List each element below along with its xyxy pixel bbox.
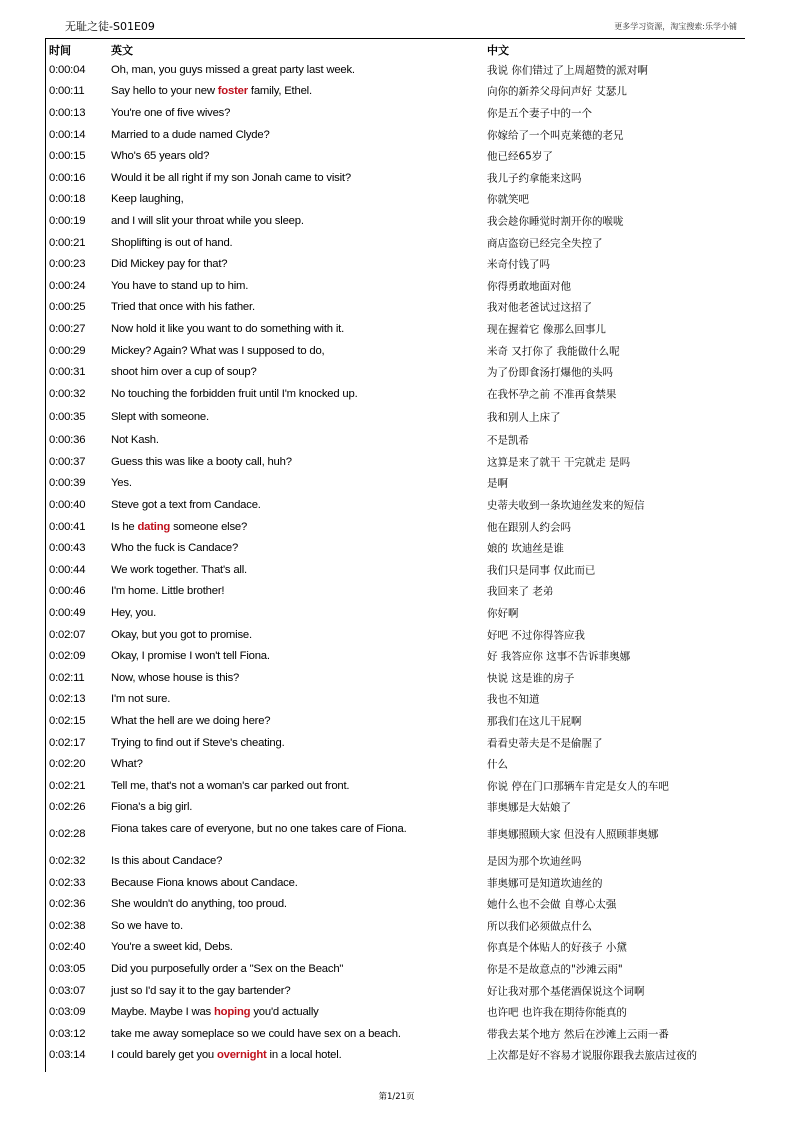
chinese-line: 什么 — [487, 758, 508, 771]
english-line: So we have to. — [111, 919, 183, 932]
table-row — [46, 318, 745, 340]
highlighted-word: hoping — [213, 1006, 251, 1019]
table-row — [46, 451, 745, 473]
highlighted-word: dating — [137, 520, 171, 533]
english-text-part: Is he — [111, 520, 138, 533]
chinese-line: 我对他老爸试过这招了 — [487, 301, 592, 314]
table-row — [46, 145, 745, 167]
timestamp: 0:00:39 — [49, 477, 86, 490]
table-row — [46, 850, 745, 872]
timestamp: 0:00:29 — [49, 344, 86, 357]
timestamp: 0:00:46 — [49, 585, 86, 598]
english-line: Who the fuck is Candace? — [111, 542, 239, 555]
english-line: What the hell are we doing here? — [111, 715, 271, 728]
english-text-part: Maybe. Maybe I was — [111, 1006, 214, 1019]
english-line: Guess this was like a booty call, huh? — [111, 455, 292, 468]
chinese-line: 史蒂夫收到一条坎迪丝发来的短信 — [487, 499, 645, 512]
timestamp: 0:02:26 — [49, 801, 86, 814]
english-line: Keep laughing, — [111, 193, 184, 206]
chinese-line: 菲奥娜是大姑娘了 — [487, 801, 571, 814]
timestamp: 0:02:28 — [49, 828, 86, 841]
chinese-line: 你得勇敢地面对他 — [487, 280, 571, 293]
english-line: Not Kash. — [111, 434, 159, 447]
table-row — [46, 494, 745, 516]
english-text-part: you'd actually — [250, 1006, 319, 1019]
header-note: 更多学习资源，淘宝搜索:乐学小铺 — [614, 22, 737, 31]
table-row — [46, 102, 745, 124]
timestamp: 0:00:18 — [49, 193, 86, 206]
chinese-line: 这算是来了就干 干完就走 是吗 — [487, 456, 631, 469]
english-line: Okay, I promise I won't tell Fiona. — [111, 650, 270, 663]
page-number: 第1/21页 — [378, 1092, 415, 1102]
chinese-line: 菲奥娜照顾大家 但没有人照顾菲奥娜 — [487, 828, 659, 841]
timestamp: 0:00:32 — [49, 387, 86, 400]
timestamp: 0:00:37 — [49, 455, 86, 468]
chinese-line: 菲奥娜可是知道坎迪丝的 — [487, 877, 603, 890]
table-row — [46, 937, 745, 959]
chinese-line: 为了份即食汤打爆他的头吗 — [487, 366, 613, 379]
timestamp: 0:00:04 — [49, 63, 86, 76]
english-line: Now hold it like you want to do something with it. — [111, 322, 345, 335]
chinese-line: 你真是个体贴人的好孩子 小黛 — [487, 941, 627, 954]
chinese-line: 娘的 坎迪丝是谁 — [487, 542, 564, 555]
table-row — [46, 753, 745, 775]
english-line: You're one of five wives? — [111, 106, 231, 119]
timestamp: 0:02:21 — [49, 779, 86, 792]
timestamp: 0:00:13 — [49, 106, 86, 119]
english-line: Fiona takes care of everyone, but no one takes care of Fiona. — [111, 823, 407, 836]
chinese-line: 我会趁你睡觉时割开你的喉咙 — [487, 215, 624, 228]
table-row — [46, 167, 745, 189]
column-header-chinese: 中文 — [487, 44, 509, 57]
timestamp: 0:03:07 — [49, 984, 86, 997]
timestamp: 0:00:31 — [49, 366, 86, 379]
timestamp: 0:02:20 — [49, 758, 86, 771]
table-row — [46, 430, 745, 452]
english-line: Slept with someone. — [111, 411, 209, 423]
english-line: Trying to find out if Steve's cheating. — [111, 736, 285, 749]
english-line: She wouldn't do anything, too proud. — [111, 898, 287, 911]
timestamp: 0:00:23 — [49, 258, 86, 271]
table-row — [46, 980, 745, 1002]
english-line: Yes. — [111, 477, 132, 490]
english-line: Fiona's a big girl. — [111, 801, 193, 814]
english-line: Okay, but you got to promise. — [111, 628, 252, 641]
table-row — [46, 689, 745, 711]
timestamp: 0:00:24 — [49, 279, 86, 292]
timestamp: 0:00:21 — [49, 236, 86, 249]
chinese-line: 她什么也不会做 自尊心太强 — [487, 898, 617, 911]
timestamp: 0:02:11 — [49, 671, 85, 684]
english-line: No touching the forbidden fruit until I'm knocked up. — [111, 387, 358, 400]
timestamp: 0:03:12 — [49, 1027, 86, 1040]
column-header-english: 英文 — [111, 44, 133, 57]
english-line: Would it be all right if my son Jonah came to visit? — [111, 171, 351, 184]
table-row — [46, 1001, 745, 1023]
chinese-line: 他在跟别人约会吗 — [487, 521, 571, 534]
table-row — [46, 710, 745, 732]
english-line: Did Mickey pay for that? — [111, 258, 228, 271]
timestamp: 0:02:32 — [49, 854, 86, 867]
highlighted-word: overnight — [216, 1049, 267, 1062]
timestamp: 0:03:05 — [49, 962, 86, 975]
table-row — [46, 732, 745, 754]
english-line: Oh, man, you guys missed a great party last week. — [111, 63, 355, 76]
english-line: You're a sweet kid, Debs. — [111, 941, 233, 954]
timestamp: 0:02:33 — [49, 876, 86, 889]
table-row — [46, 915, 745, 937]
chinese-line: 好让我对那个基佬酒保说这个词啊 — [487, 985, 645, 998]
english-line: Hey, you. — [111, 607, 157, 620]
highlighted-word: foster — [217, 85, 248, 98]
table-row — [46, 210, 745, 232]
table-row — [46, 581, 745, 603]
english-line: Tell me, that's not a woman's car parked out front. — [111, 779, 350, 792]
timestamp: 0:02:07 — [49, 628, 86, 641]
english-line — [111, 521, 247, 533]
chinese-line: 向你的新养父母问声好 艾瑟儿 — [487, 85, 627, 98]
chinese-line: 你说 停在门口那辆车肯定是女人的车吧 — [487, 780, 669, 793]
chinese-line: 我儿子约拿能来这吗 — [487, 172, 582, 185]
chinese-line: 所以我们必须做点什么 — [487, 920, 592, 933]
table-row — [46, 872, 745, 894]
table-row — [46, 958, 745, 980]
table-body — [46, 59, 745, 1066]
chinese-line: 好吧 不过你得答应我 — [487, 629, 585, 642]
subtitle-table — [45, 38, 745, 1072]
chinese-line: 我们只是同事 仅此而已 — [487, 564, 596, 577]
timestamp: 0:03:09 — [49, 1006, 86, 1019]
chinese-line: 你就笑吧 — [487, 193, 529, 206]
english-line: just so I'd say it to the gay bartender? — [111, 984, 291, 997]
table-header-row — [46, 39, 745, 59]
english-line: You have to stand up to him. — [111, 279, 249, 292]
timestamp: 0:02:15 — [49, 715, 86, 728]
timestamp: 0:00:19 — [49, 214, 86, 227]
table-row — [46, 1045, 745, 1067]
english-text-part: in a local hotel. — [266, 1049, 342, 1062]
english-line: What? — [111, 758, 143, 771]
english-line: take me away someplace so we could have sex on a beach. — [111, 1027, 401, 1040]
chinese-line: 你是五个妻子中的一个 — [487, 107, 592, 120]
chinese-line: 米奇 又打你了 我能做什么呢 — [487, 345, 620, 358]
english-line — [111, 1006, 319, 1018]
chinese-line: 你是不是故意点的"沙滩云雨" — [487, 963, 623, 976]
table-row — [46, 405, 745, 430]
timestamp: 0:00:16 — [49, 171, 86, 184]
chinese-line: 他已经65岁了 — [487, 150, 553, 163]
timestamp: 0:02:40 — [49, 941, 86, 954]
timestamp: 0:00:36 — [49, 434, 86, 447]
english-line: Now, whose house is this? — [111, 671, 240, 684]
english-line: Who's 65 years old? — [111, 150, 210, 163]
chinese-line: 你好啊 — [487, 607, 519, 620]
timestamp: 0:00:25 — [49, 301, 86, 314]
timestamp: 0:02:17 — [49, 736, 86, 749]
table-row — [46, 473, 745, 495]
chinese-line: 米奇付钱了吗 — [487, 258, 550, 271]
english-line: Steve got a text from Candace. — [111, 499, 261, 512]
table-row — [46, 775, 745, 797]
chinese-line: 好 我答应你 这事不告诉菲奥娜 — [487, 650, 631, 663]
english-line: Tried that once with his father. — [111, 301, 255, 314]
timestamp: 0:00:41 — [49, 520, 86, 533]
table-row — [46, 624, 745, 646]
table-row — [46, 537, 745, 559]
english-text-part: I could barely get you — [111, 1049, 217, 1062]
table-row — [46, 361, 745, 383]
table-row — [46, 275, 745, 297]
chinese-line: 上次都是好不容易才说服你跟我去旅店过夜的 — [487, 1049, 697, 1062]
english-text-part: family, Ethel. — [247, 85, 312, 98]
table-row — [46, 645, 745, 667]
english-line: I'm not sure. — [111, 693, 171, 706]
timestamp: 0:00:49 — [49, 607, 86, 620]
table-row — [46, 893, 745, 915]
english-line — [111, 1049, 342, 1061]
table-row — [46, 383, 745, 405]
english-line: Because Fiona knows about Candace. — [111, 876, 298, 889]
table-row — [46, 667, 745, 689]
english-line: Shoplifting is out of hand. — [111, 236, 233, 249]
chinese-line: 我和别人上床了 — [487, 411, 561, 424]
table-row — [46, 559, 745, 581]
chinese-line: 看看史蒂夫是不是偷腥了 — [487, 737, 603, 750]
table-row — [46, 81, 745, 103]
timestamp: 0:00:35 — [49, 411, 86, 423]
timestamp: 0:02:09 — [49, 650, 86, 663]
timestamp: 0:00:44 — [49, 563, 86, 576]
timestamp: 0:00:40 — [49, 499, 86, 512]
chinese-line: 你嫁给了一个叫克莱德的老兄 — [487, 129, 624, 142]
chinese-line: 我也不知道 — [487, 693, 540, 706]
table-row — [46, 818, 745, 850]
timestamp: 0:00:43 — [49, 542, 86, 555]
chinese-line: 我说 你们错过了上周超赞的派对啊 — [487, 64, 648, 77]
timestamp: 0:03:14 — [49, 1049, 86, 1062]
table-row — [46, 297, 745, 319]
chinese-line: 是因为那个坎迪丝吗 — [487, 855, 582, 868]
english-line — [111, 85, 312, 97]
chinese-line: 那我们在这儿干屁啊 — [487, 715, 582, 728]
chinese-line: 也许吧 也许我在期待你能真的 — [487, 1006, 627, 1019]
timestamp: 0:00:14 — [49, 128, 86, 141]
table-row — [46, 1023, 745, 1045]
timestamp: 0:02:36 — [49, 898, 86, 911]
chinese-line: 不是凯希 — [487, 434, 529, 447]
table-row — [46, 797, 745, 819]
table-row — [46, 232, 745, 254]
table-row — [46, 340, 745, 362]
english-line: shoot him over a cup of soup? — [111, 366, 257, 379]
timestamp: 0:00:27 — [49, 322, 86, 335]
chinese-line: 是啊 — [487, 477, 508, 490]
chinese-line: 现在握着它 像那么回事儿 — [487, 323, 606, 336]
chinese-line: 带我去某个地方 然后在沙滩上云雨一番 — [487, 1028, 669, 1041]
english-line: We work together. That's all. — [111, 563, 247, 576]
table-row — [46, 602, 745, 624]
english-line: I'm home. Little brother! — [111, 585, 225, 598]
timestamp: 0:02:38 — [49, 919, 86, 932]
timestamp: 0:00:11 — [49, 85, 85, 98]
table-row — [46, 253, 745, 275]
english-line: Did you purposefully order a "Sex on the Beach" — [111, 962, 344, 975]
chinese-line: 商店盗窃已经完全失控了 — [487, 237, 603, 250]
english-line: and I will slit your throat while you sleep. — [111, 214, 304, 227]
document-title: 无耻之徒-S01E09 — [65, 20, 155, 33]
page-header — [45, 16, 745, 36]
timestamp: 0:00:15 — [49, 150, 86, 163]
english-text-part: Say hello to your new — [111, 85, 218, 98]
table-row — [46, 124, 745, 146]
chinese-line: 我回来了 老弟 — [487, 585, 554, 598]
chinese-line: 快说 这是谁的房子 — [487, 672, 575, 685]
table-row — [46, 59, 745, 81]
english-line: Is this about Candace? — [111, 854, 223, 867]
timestamp: 0:02:13 — [49, 693, 86, 706]
english-line: Mickey? Again? What was I supposed to do, — [111, 344, 325, 357]
chinese-line: 在我怀孕之前 不准再食禁果 — [487, 388, 617, 401]
english-line: Married to a dude named Clyde? — [111, 128, 270, 141]
column-header-time: 时间 — [49, 44, 71, 57]
table-row — [46, 516, 745, 538]
table-row — [46, 189, 745, 211]
english-text-part: someone else? — [170, 520, 248, 533]
